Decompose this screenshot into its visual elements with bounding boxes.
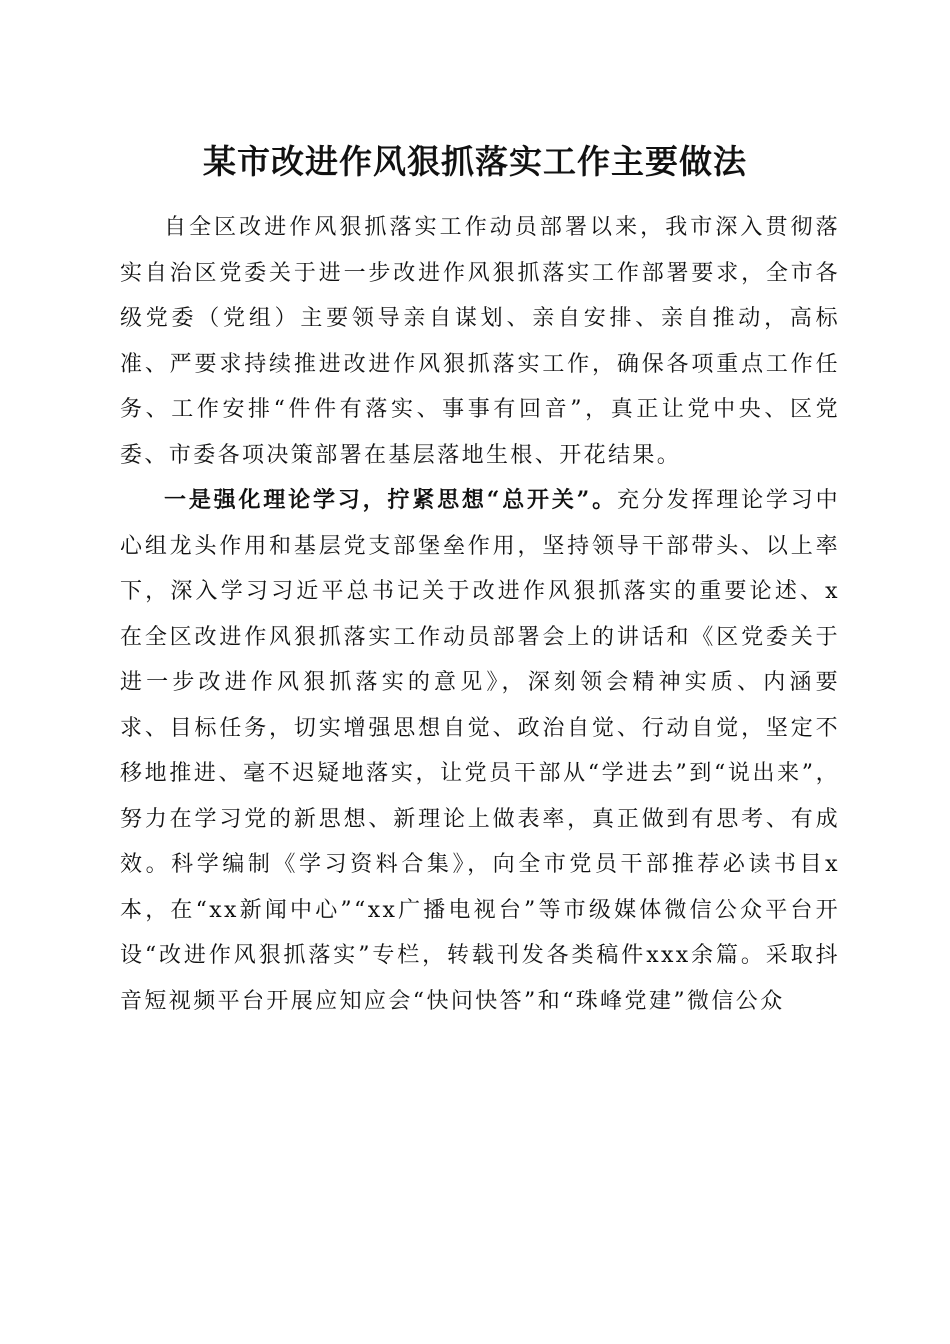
paragraph-text: 自全区改进作风狠抓落实工作动员部署以来，我市深入贯彻落实自治区党委关于进一步改进作风狠抓落实工作部署要求，全市各级党委（党组）主要领导亲自谋划、亲自安排、亲自推动，高标准、严要求持续推进改进作风狠抓落实工作，确保各项重点工作任务、工作安排“件件有落实、事事有回音”，真正让党中央、区党委、市委各项决策部署在基层落地生根、开花结果。 <box>120 215 840 468</box>
document-body <box>120 205 840 1024</box>
paragraph-lead: 一是强化理论学习，拧紧思想“总开关”。 <box>164 487 617 513</box>
paragraph-text: 充分发挥理论学习中心组龙头作用和基层党支部堡垒作用，坚持领导干部带头、以上率下，深入学习习近平总书记关于改进作风狠抓落实的重要论述、x在全区改进作风狠抓落实工作动员部署会上的讲话和《区党委关于进一步改进作风狠抓落实的意见》，深刻领会精神实质、内涵要求、目标任务，切实增强思想自觉、政治自觉、行动自觉，坚定不移地推进、毫不迟疑地落实，让党员干部从“学进去”到“说出来”，努力在学习党的新思想、新理论上做表率，真正做到有思考、有成效。科学编制《学习资料合集》，向全市党员干部推荐必读书目x本，在“xx新闻中心”“xx广播电视台”等市级媒体微信公众平台开设“改进作风狠抓落实”专栏，转载刊发各类稿件xxx余篇。采取抖音短视频平台开展应知应会“快问快答”和“珠峰党建”微信公众 <box>120 488 840 1014</box>
document-title: 某市改进作风狠抓落实工作主要做法 <box>203 142 747 181</box>
paragraph-point-one <box>120 478 840 1024</box>
paragraph-intro <box>120 205 840 478</box>
